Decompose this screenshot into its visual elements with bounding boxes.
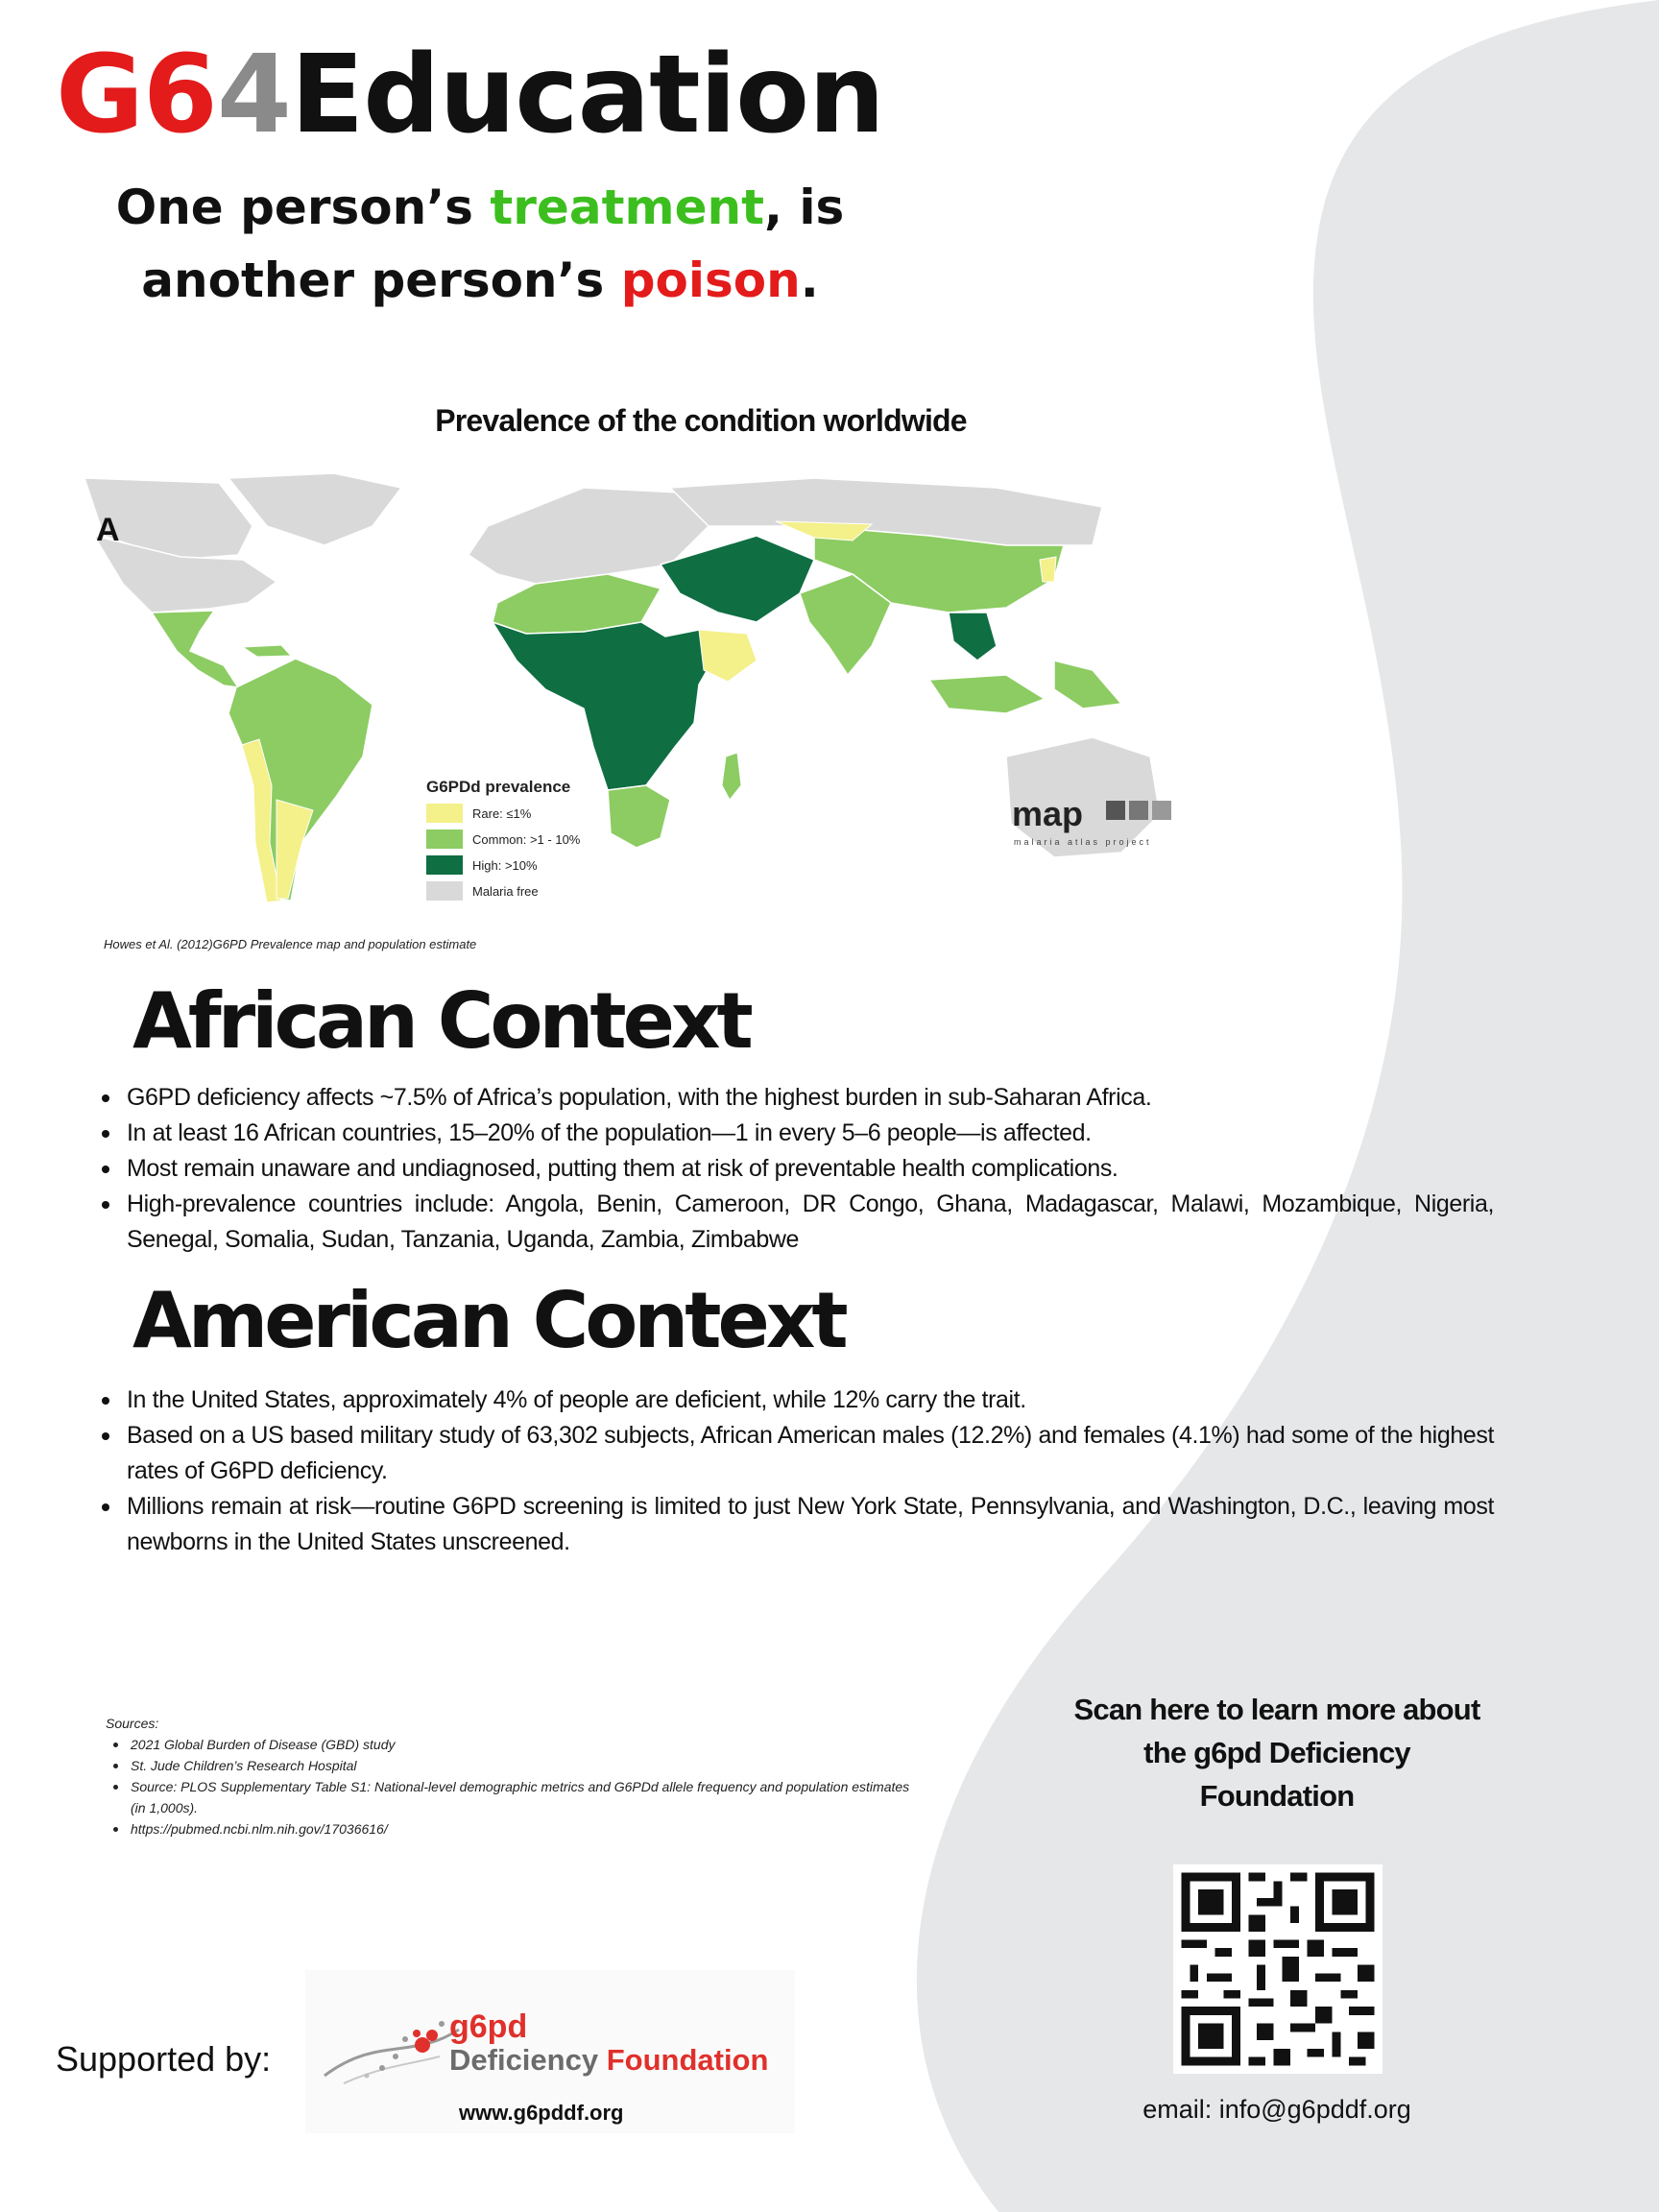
legend-label-rare: Rare: ≤1% [472, 806, 532, 821]
list-item: Millions remain at risk—routine G6PD screening is limited to just New York State, Pennsylvania, and Washington, D.C., leaving most newborns in the United States unscreened. [102, 1489, 1494, 1560]
legend-label-malaria-free: Malaria free [472, 884, 539, 899]
list-item: Most remain unaware and undiagnosed, putting them at risk of preventable health complications. [102, 1151, 1494, 1187]
brand-4: 4 [216, 33, 291, 157]
qr-code[interactable] [1173, 1864, 1382, 2074]
list-item: Based on a US based military study of 63,302 subjects, African American males (12.2%) and females (4.1%) had some of the highest rates of G6PD deficiency. [102, 1418, 1494, 1489]
list-item: High-prevalence countries include: Angola, Benin, Cameroon, DR Congo, Ghana, Madagascar, Malawi, Mozambique, Nigeria, Senegal, Somalia, Sudan, Tanzania, Uganda, Zambia, Zimbabwe [102, 1187, 1494, 1258]
brand-education: Education [290, 33, 884, 157]
tagline-treatment: treatment [490, 180, 764, 235]
source-item: Source: PLOS Supplementary Table S1: National-level demographic metrics and G6PDd allele frequency and population estimates (in 1,000s). [106, 1776, 912, 1818]
supported-by-label: Supported by: [56, 2039, 272, 2079]
american-context-heading: American Context [132, 1276, 845, 1365]
logo-foundation-text: Deficiency Foundation [449, 2043, 769, 2077]
legend-swatch-malaria-free [426, 881, 463, 901]
map-panel-label: A [96, 512, 120, 548]
world-prevalence-map [84, 469, 1237, 939]
list-item: In the United States, approximately 4% of people are deficient, while 12% carry the trait. [102, 1382, 1494, 1418]
source-link[interactable]: https://pubmed.ncbi.nlm.nih.gov/17036616/ [106, 1818, 912, 1839]
list-item: In at least 16 African countries, 15–20% of the population—1 in every 5–6 people—is affected. [102, 1116, 1494, 1151]
sources-list [106, 1734, 912, 1839]
list-item: G6PD deficiency affects ~7.5% of Africa’s population, with the highest burden in sub-Saharan Africa. [102, 1080, 1494, 1116]
legend-label-common: Common: >1 - 10% [472, 832, 581, 847]
american-context-list [102, 1382, 1494, 1560]
website-link[interactable]: www.g6pddf.org [459, 2101, 624, 2125]
logo-g6pd-text: g6pd [449, 2008, 528, 2045]
legend-title: G6PDd prevalence [426, 778, 571, 796]
map-caption: Howes et Al. (2012)G6PD Prevalence map and population estimate [104, 937, 477, 951]
qr-title: Scan here to learn more about the g6pd Deficiency Foundation [1073, 1693, 1480, 1813]
legend-swatch-rare [426, 804, 463, 823]
african-context-list [102, 1080, 1494, 1258]
contact-email[interactable]: email: info@g6pddf.org [1142, 2095, 1411, 2124]
source-item: 2021 Global Burden of Disease (GBD) study [106, 1734, 912, 1755]
brand-g6: G6 [56, 33, 217, 157]
map-logo-subtitle: malaria atlas project [1014, 837, 1152, 847]
legend-swatch-high [426, 855, 463, 875]
tagline [77, 171, 883, 317]
map-title: Prevalence of the condition worldwide [435, 403, 967, 438]
source-item: St. Jude Children’s Research Hospital [106, 1755, 912, 1776]
map-logo-text: map [1012, 794, 1084, 833]
legend-swatch-common [426, 830, 463, 849]
tagline-poison: poison [620, 252, 801, 308]
legend-label-high: High: >10% [472, 858, 538, 873]
tagline-line-1: One person’s treatment, is [115, 180, 845, 235]
brand-title [56, 33, 884, 157]
sources [106, 1713, 912, 1839]
african-context-heading: African Context [132, 976, 750, 1066]
sources-label: Sources: [106, 1716, 159, 1731]
tagline-line-2: another person’s poison. [141, 252, 819, 308]
